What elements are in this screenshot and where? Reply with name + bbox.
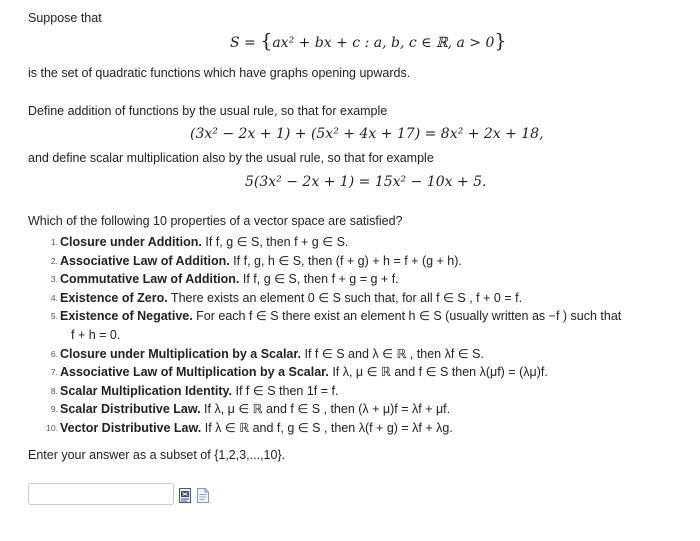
set-definition: S = {ax² + bx + c : a, b, c ∈ ℝ, a > 0}: [230, 30, 507, 52]
property-text: If f, g ∈ S, then f + g = g + f.: [239, 272, 399, 287]
property-name: Closure under Addition.: [60, 235, 202, 249]
property-list: [48, 233, 700, 438]
property-item: 5. Existence of Negative. For each f ∈ S there exist an element h ∈ S (usually written as −f ) such that f + h = 0.: [60, 307, 700, 344]
property-name: Existence of Negative.: [60, 309, 193, 324]
answer-input[interactable]: [28, 483, 174, 505]
property-name: Associative Law of Addition.: [60, 253, 230, 268]
property-text: For each f ∈ S there exist an element h ∈ S (usually written as −f ) such that: [192, 309, 622, 324]
property-text: If λ ∈ ℝ and f, g ∈ S , then λ(f + g) = λf + λg.: [201, 420, 453, 435]
property-name: Commutative Law of Addition.: [60, 272, 240, 287]
property-name: Associative Law of Multiplication by a Scalar.: [60, 365, 329, 380]
property-item: 1. Closure under Addition. If f, g ∈ S, then f + g ∈ S.: [50, 235, 349, 249]
property-name: Vector Distributive Law.: [60, 420, 202, 435]
set-body: ax² + bx + c : a, b, c ∈ ℝ, a > 0: [272, 35, 495, 51]
set-symbol: S: [230, 35, 240, 51]
property-item: 9. Scalar Distributive Law. If λ, μ ∈ ℝ and f ∈ S , then (λ + μ)f = λf + μf.: [50, 402, 451, 417]
set-description: is the set of quadratic functions which have graphs opening upwards.: [28, 66, 411, 80]
property-text: If f, g ∈ S, then f + g ∈ S.: [201, 235, 349, 249]
addition-example: (3x² − 2x + 1) + (5x² + 4x + 17) = 8x² + 2x + 18,: [190, 126, 544, 142]
property-item: 7. Associative Law of Multiplication by a Scalar. If λ, μ ∈ ℝ and f ∈ S then λ(μf) = (λμ)f.: [50, 365, 548, 380]
property-item: 3. Commutative Law of Addition. If f, g ∈ S, then f + g = g + f.: [50, 272, 399, 287]
property-text: If f, g, h ∈ S, then (f + g) + h = f + (g + h).: [229, 253, 462, 268]
property-text-cont: f + h = 0.: [71, 327, 121, 342]
property-text: There exists an element 0 ∈ S such that, for all f ∈ S , f + 0 = f.: [167, 290, 523, 305]
property-item: 10. Vector Distributive Law. If λ ∈ ℝ and f, g ∈ S , then λ(f + g) = λf + λg.: [46, 420, 453, 435]
property-item: 2. Associative Law of Addition. If f, g, h ∈ S, then (f + g) + h = f + (g + h).: [50, 253, 462, 268]
scalar-intro: and define scalar multiplication also by the usual rule, so that for example: [28, 151, 434, 165]
property-text: If f ∈ S then 1f = f.: [232, 383, 339, 398]
property-name: Scalar Multiplication Identity.: [60, 383, 233, 398]
property-name: Scalar Distributive Law.: [60, 402, 201, 417]
property-item: 4. Existence of Zero. There exists an element 0 ∈ S such that, for all f ∈ S , f + 0 = f.: [50, 290, 523, 305]
property-item: 8. Scalar Multiplication Identity. If f ∈ S then 1f = f.: [50, 383, 339, 398]
question-text: Which of the following 10 properties of a vector space are satisfied?: [28, 214, 403, 228]
property-item: 6. Closure under Multiplication by a Scalar. If f ∈ S and λ ∈ ℝ , then λf ∈ S.: [50, 346, 484, 361]
property-name: Closure under Multiplication by a Scalar.: [60, 346, 302, 361]
scalar-example: 5(3x² − 2x + 1) = 15x² − 10x + 5.: [245, 174, 487, 190]
property-name: Existence of Zero.: [60, 290, 168, 305]
property-text: If f ∈ S and λ ∈ ℝ , then λf ∈ S.: [301, 346, 484, 361]
intro-text: Suppose that: [28, 11, 102, 25]
addition-intro: Define addition of functions by the usual rule, so that for example: [28, 104, 388, 118]
answer-instruction: Enter your answer as a subset of {1,2,3,...,10}.: [28, 448, 286, 462]
preview-icon[interactable]: [179, 488, 191, 506]
help-icon[interactable]: [197, 488, 209, 506]
property-text: If λ, μ ∈ ℝ and f ∈ S then λ(μf) = (λμ)f.: [328, 365, 548, 380]
property-text: If λ, μ ∈ ℝ and f ∈ S , then (λ + μ)f = λf + μf.: [200, 402, 451, 417]
